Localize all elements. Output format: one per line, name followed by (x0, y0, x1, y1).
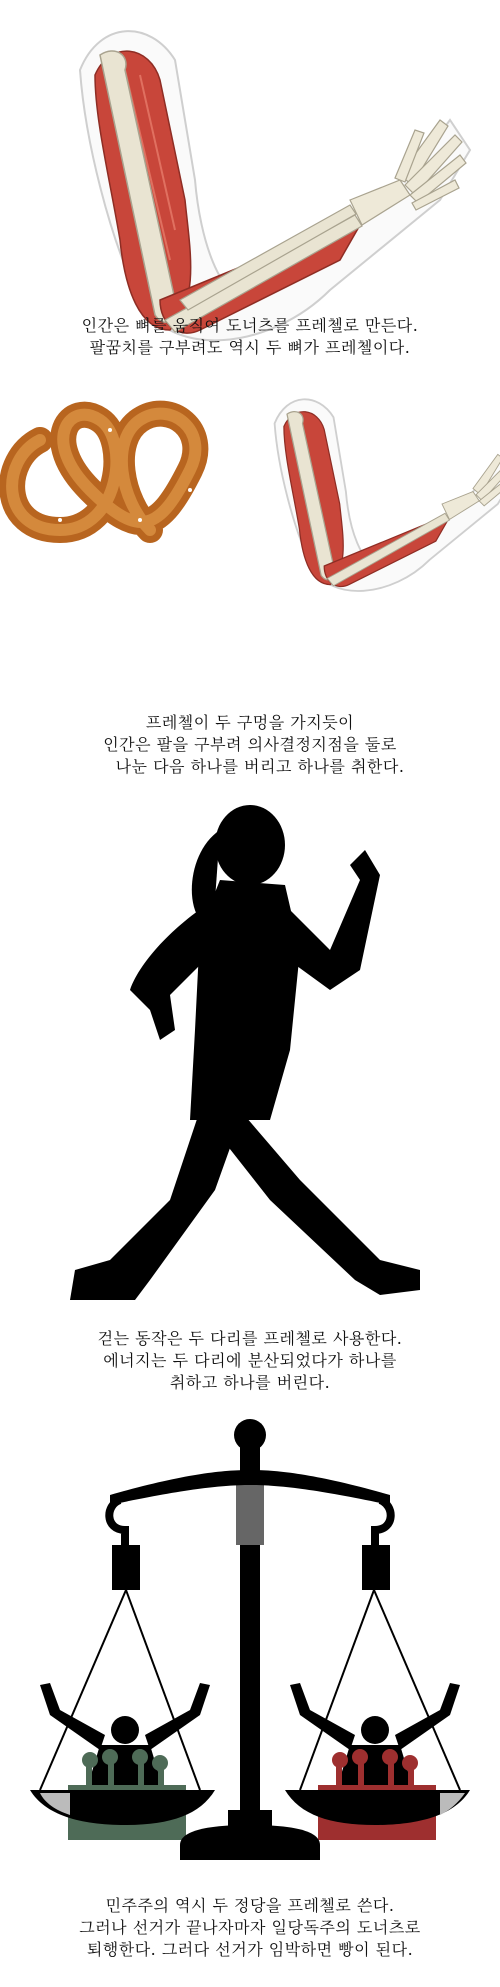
pretzel-caption-line3: 나눈 다음 하나를 버리고 하나를 취한다. (115, 757, 405, 776)
pretzel-caption-line2: 인간은 팔을 구부려 의사결정지점을 둘로 (103, 735, 397, 754)
scale-caption (0, 1895, 500, 1961)
walker-panel (0, 790, 500, 1310)
walker-caption-line2: 에너지는 두 다리에 분산되었다가 하나를 (103, 1351, 397, 1370)
scale-caption-line3: 퇴행한다. 그러다 선거가 임박하면 빵이 된다. (86, 1940, 414, 1959)
arm-caption-line2: 팔꿈치를 구부려도 역시 두 뼈가 프레첼이다. (89, 338, 411, 357)
pretzel-caption-line1: 프레첼이 두 구멍을 가지듯이 (145, 713, 355, 732)
walker-caption (0, 1328, 500, 1394)
pretzel-arm-panel (0, 380, 500, 670)
scale-panel (0, 1405, 500, 1890)
pretzel-illustration (0, 380, 500, 670)
walker-caption-line1: 걷는 동작은 두 다리를 프레첼로 사용한다. (97, 1329, 403, 1348)
arm-caption-line1: 인간은 뼈를 움직여 도너츠를 프레첼로 만든다. (81, 316, 419, 335)
scale-caption-line2: 그러나 선거가 끝나자마자 일당독주의 도너츠로 (79, 1918, 421, 1937)
balance-scale-illustration (0, 1405, 500, 1890)
pretzel-caption (0, 712, 500, 778)
walking-person-silhouette (0, 790, 500, 1310)
scale-caption-line1: 민주주의 역시 두 정당을 프레첼로 쓴다. (105, 1896, 395, 1915)
walker-caption-line3: 취하고 하나를 버린다. (169, 1373, 331, 1392)
arm-caption (0, 315, 500, 359)
